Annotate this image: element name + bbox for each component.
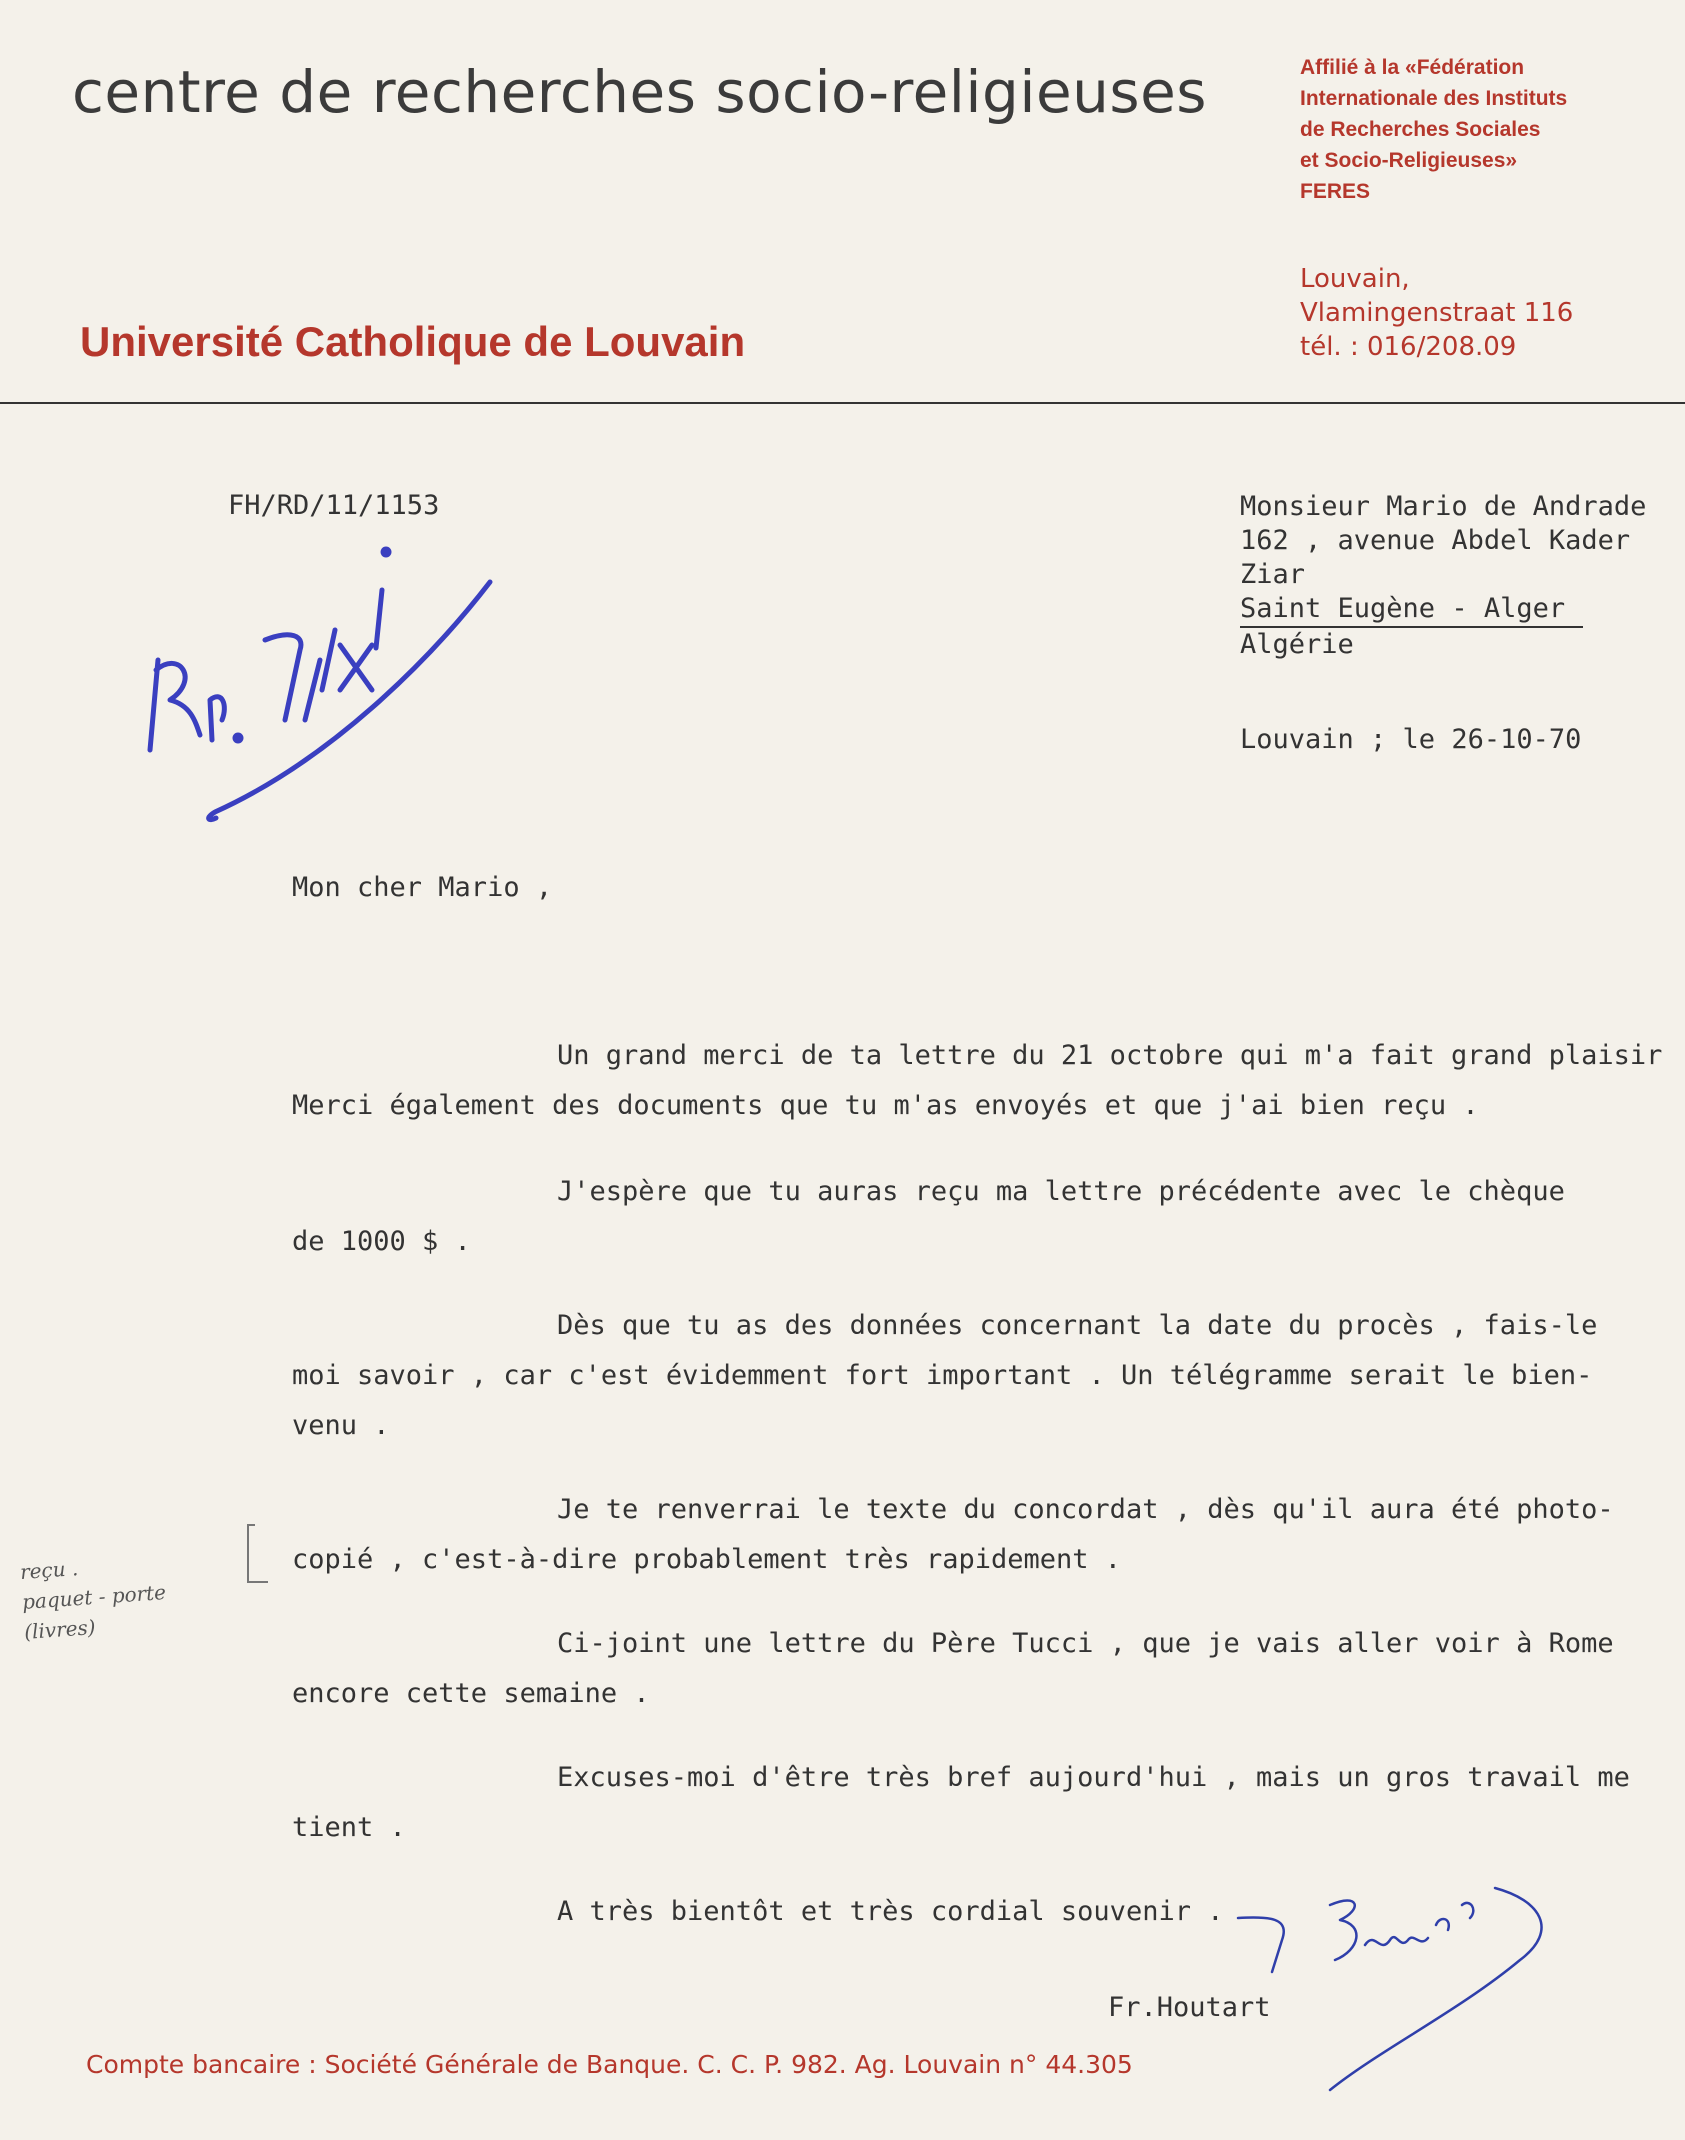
recipient-line: 162 , avenue Abdel Kader [1240,525,1631,556]
address-line: Vlamingenstraat 116 [1300,298,1574,328]
body-line: Je te renverrai le texte du concordat , dès qu'il aura été photo- [557,1494,1614,1525]
recipient-line: Algérie [1240,629,1354,660]
body-line: Excuses-moi d'être très bref aujourd'hui , mais un gros travail me [557,1762,1630,1793]
margin-bracket [248,1525,268,1582]
affiliation-line: de Recherches Sociales [1300,118,1541,141]
body-line: encore cette semaine . [292,1678,650,1709]
letterhead-title: centre de recherches socio-religieuses [72,58,1208,126]
body-line: moi savoir , car c'est évidemment fort important . Un télégramme serait le bien- [292,1360,1593,1391]
address-line: tél. : 016/208.09 [1300,332,1517,362]
body-line: copié , c'est-à-dire probablement très rapidement . [292,1544,1122,1575]
body-line: Dès que tu as des données concernant la date du procès , fais-le [557,1310,1598,1341]
affiliation-line: Internationale des Instituts [1300,87,1568,110]
affiliation-line: Affilié à la «Fédération [1300,56,1525,79]
signature-mark [1238,1888,1542,2090]
recipient-line: Saint Eugène - Alger [1240,592,1583,628]
affiliation-line: et Socio-Religieuses» [1300,149,1518,172]
reference-code: FH/RD/11/1153 [228,490,440,521]
handwritten-reference-note [150,549,490,820]
margin-note-line: (livres) [23,1615,97,1644]
signatory-name: Fr.Houtart [1108,1992,1271,2023]
recipient-line: Monsieur Mario de Andrade [1240,491,1647,522]
body-line: Un grand merci de ta lettre du 21 octobre qui m'a fait grand plaisir [557,1040,1663,1071]
recipient-line: Ziar [1240,559,1306,590]
margin-note-line: reçu . [19,1556,79,1585]
address-line: Louvain, [1300,264,1410,294]
salutation: Mon cher Mario , [292,872,553,903]
affiliation-line: FERES [1300,180,1371,203]
margin-note-line: paquet - porte [21,1580,167,1614]
body-line: Ci-joint une lettre du Père Tucci , que je vais aller voir à Rome [557,1628,1614,1659]
body-line: venu . [292,1410,390,1441]
university-name: Université Catholique de Louvain [80,318,746,365]
bank-account-footer: Compte bancaire : Société Générale de Banque. C. C. P. 982. Ag. Louvain n° 44.305 [86,2050,1133,2079]
body-line: de 1000 $ . [292,1226,471,1257]
body-line: Merci également des documents que tu m'as envoyés et que j'ai bien reçu . [292,1090,1479,1121]
body-line: J'espère que tu auras reçu ma lettre précédente avec le chèque [557,1176,1565,1207]
date-line: Louvain ; le 26-10-70 [1240,724,1582,755]
body-line: A très bientôt et très cordial souvenir . [557,1896,1224,1927]
body-line: tient . [292,1812,406,1843]
